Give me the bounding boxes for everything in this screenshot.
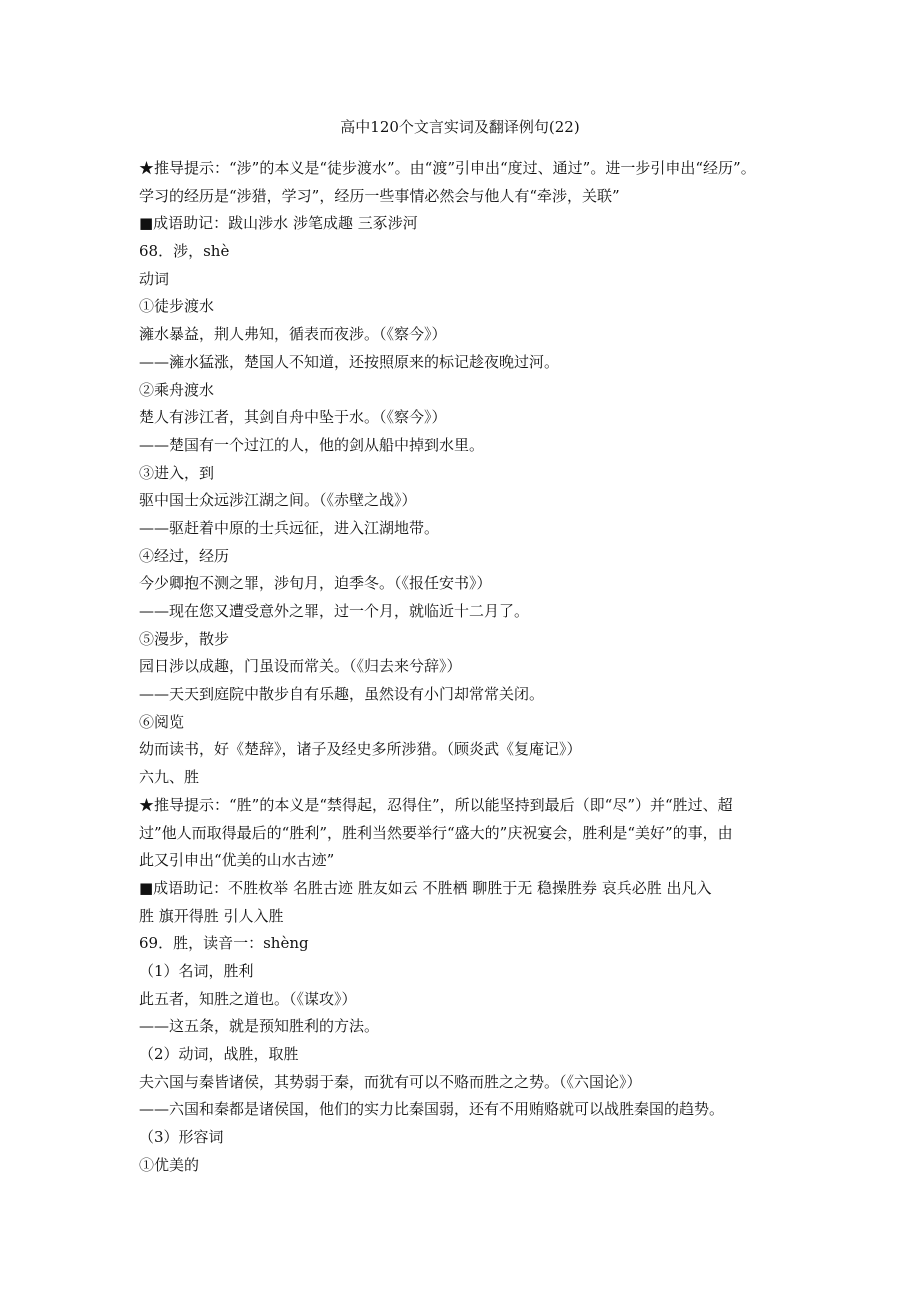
text-line: 六九、胜 bbox=[139, 768, 200, 787]
text-line: ⑥阅览 bbox=[139, 712, 185, 731]
text-line: 69．胜，读音一：shèng bbox=[139, 934, 309, 953]
text-line: 幼而读书，好《楚辞》，诸子及经史多所涉猎。（顾炎武《复庵记》） bbox=[139, 740, 582, 759]
text-line: 此又引申出“优美的山水古迹” bbox=[139, 851, 335, 870]
text-line: 学习的经历是“涉猎，学习”，经历一些事情必然会与他人有“牵涉，关联” bbox=[139, 186, 620, 205]
text-line: 此五者，知胜之道也。（《谋攻》） bbox=[139, 989, 357, 1008]
text-line: 夫六国与秦皆诸侯，其势弱于秦，而犹有可以不赂而胜之之势。（《六国论》） bbox=[139, 1072, 642, 1091]
text-line: （1）名词，胜利 bbox=[139, 961, 254, 980]
text-line: ——这五条，就是预知胜利的方法。 bbox=[139, 1017, 380, 1036]
text-line: （2）动词，战胜，取胜 bbox=[139, 1045, 299, 1063]
text-line: ④经过，经历 bbox=[139, 546, 230, 565]
text-line: ③进入，到 bbox=[139, 463, 215, 482]
text-line: 今少卿抱不测之罪，涉旬月，迫季冬。（《报任安书》） bbox=[139, 574, 492, 593]
document-body bbox=[139, 155, 799, 1179]
text-line: ——驱赶着中原的士兵远征，进入江湖地带。 bbox=[139, 518, 440, 537]
text-line: 澭水暴益，荆人弗知，循表而夜涉。（《察今》） bbox=[139, 325, 447, 344]
text-line: ①徒步渡水 bbox=[139, 297, 215, 316]
text-line: 楚人有涉江者，其剑自舟中坠于水。（《察今》） bbox=[139, 408, 447, 427]
text-line: 驱中国士众远涉江湖之间。（《赤壁之战》） bbox=[139, 491, 417, 510]
text-line: ⑤漫步，散步 bbox=[139, 629, 230, 648]
text-line: （3）形容词 bbox=[139, 1128, 224, 1147]
text-line: ■成语助记：不胜枚举 名胜古迹 胜友如云 不胜栖 聊胜于无 稳操胜券 哀兵必胜 出凡入 bbox=[139, 878, 712, 897]
text-line: ①优美的 bbox=[139, 1155, 200, 1174]
document-title: 高中120个文言实词及翻译例句(22) bbox=[340, 118, 580, 136]
text-line: ②乘舟渡水 bbox=[139, 380, 215, 399]
text-line: ——现在您又遭受意外之罪，过一个月，就临近十二月了。 bbox=[139, 602, 530, 620]
text-line: 动词 bbox=[139, 269, 170, 288]
text-line: ——天天到庭院中散步自有乐趣，虽然设有小门却常常关闭。 bbox=[139, 685, 545, 704]
text-line: ★推导提示：“胜”的本义是“禁得起，忍得住”，所以能坚持到最后（即“尽”）并“胜过、超 bbox=[139, 795, 733, 814]
text-line: ——楚国有一个过江的人，他的剑从船中掉到水里。 bbox=[139, 435, 485, 454]
text-line: ——澭水猛涨，楚国人不知道，还按照原来的标记趁夜晚过河。 bbox=[139, 352, 560, 371]
text-line: ★推导提示：“涉”的本义是“徒步渡水”。由“渡”引申出“度过、通过”。进一步引申出“经历”。 bbox=[139, 159, 756, 177]
text-line: 园日涉以成趣，门虽设而常关。（《归去来兮辞》） bbox=[139, 657, 462, 676]
text-line: ——六国和秦都是诸侯国，他们的实力比秦国弱，还有不用贿赂就可以战胜秦国的趋势。 bbox=[139, 1100, 725, 1119]
text-line: 过”他人而取得最后的“胜利”，胜利当然要举行“盛大的”庆祝宴会，胜利是“美好”的事，由 bbox=[139, 823, 733, 842]
text-line: 胜 旗开得胜 引人入胜 bbox=[139, 906, 284, 925]
text-line: 68．涉，shè bbox=[139, 242, 230, 261]
text-line: ■成语助记：跋山涉水 涉笔成趣 三豖涉河 bbox=[139, 214, 418, 233]
